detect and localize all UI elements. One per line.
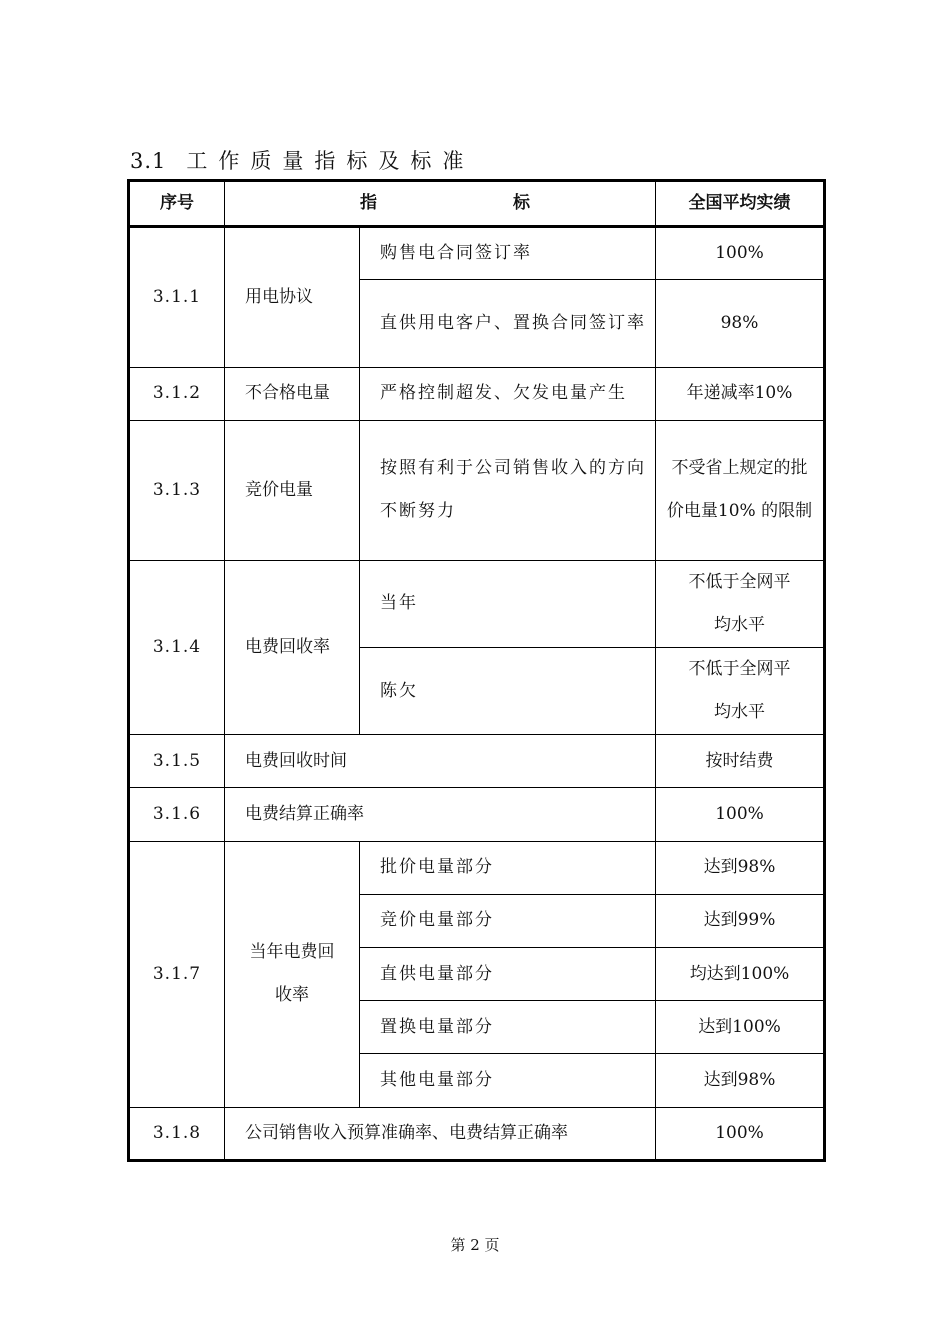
value-cell: 不低于全网平均水平 xyxy=(656,560,825,647)
section-heading: 工作质量指标及标准 xyxy=(186,149,475,173)
category-cell: 不合格电量 xyxy=(225,367,360,420)
value-cell: 达到100% xyxy=(656,1001,825,1054)
seq-cell: 3.1.1 xyxy=(129,227,225,368)
header-indicator-right: 标 xyxy=(513,193,530,214)
indicator-cell: 购售电合同签订率 xyxy=(360,227,656,280)
seq-cell: 3.1.2 xyxy=(129,367,225,420)
seq-cell: 3.1.3 xyxy=(129,420,225,560)
value-cell: 达到98% xyxy=(656,841,825,894)
table-row xyxy=(129,1107,825,1160)
category-cell: 电费回收率 xyxy=(225,560,360,735)
seq-cell: 3.1.5 xyxy=(129,735,225,788)
section-number: 3.1 xyxy=(130,149,167,173)
table-row xyxy=(129,560,825,647)
value-cell: 达到98% xyxy=(656,1054,825,1107)
value-cell: 年递减率10% xyxy=(656,367,825,420)
indicator-cell: 公司销售收入预算准确率、电费结算正确率 xyxy=(225,1107,656,1160)
value-cell: 不低于全网平均水平 xyxy=(656,647,825,734)
header-indicator-left: 指 xyxy=(360,193,377,214)
value-cell: 100% xyxy=(656,227,825,280)
indicator-cell: 按照有利于公司销售收入的方向不断努力 xyxy=(360,420,656,560)
value-cell: 100% xyxy=(656,1107,825,1160)
table-row xyxy=(129,841,825,894)
value-cell: 按时结费 xyxy=(656,735,825,788)
table-row xyxy=(129,735,825,788)
indicator-cell: 批价电量部分 xyxy=(360,841,656,894)
value-cell: 98% xyxy=(656,280,825,367)
value-cell: 100% xyxy=(656,788,825,841)
indicator-cell: 其他电量部分 xyxy=(360,1054,656,1107)
indicator-cell: 当年 xyxy=(360,560,656,647)
indicator-cell: 直供用电客户、置换合同签订率 xyxy=(360,280,656,367)
value-cell: 不受省上规定的批价电量10% 的限制 xyxy=(656,420,825,560)
indicator-cell: 电费回收时间 xyxy=(225,735,656,788)
indicator-cell: 直供电量部分 xyxy=(360,948,656,1001)
page-footer: 第 2 页 xyxy=(450,1236,500,1254)
section-title xyxy=(130,145,474,175)
seq-cell: 3.1.7 xyxy=(129,841,225,1107)
indicator-cell: 置换电量部分 xyxy=(360,1001,656,1054)
table-header-row xyxy=(129,181,825,227)
indicator-cell: 竞价电量部分 xyxy=(360,894,656,947)
header-national: 全国平均实绩 xyxy=(656,181,825,227)
value-cell: 达到99% xyxy=(656,894,825,947)
seq-cell: 3.1.8 xyxy=(129,1107,225,1160)
table-row xyxy=(129,420,825,560)
indicator-cell: 严格控制超发、欠发电量产生 xyxy=(360,367,656,420)
indicator-cell: 电费结算正确率 xyxy=(225,788,656,841)
indicator-table xyxy=(127,179,826,1162)
table-row xyxy=(129,788,825,841)
value-cell: 均达到100% xyxy=(656,948,825,1001)
seq-cell: 3.1.6 xyxy=(129,788,225,841)
category-cell: 竞价电量 xyxy=(225,420,360,560)
header-seq: 序号 xyxy=(129,181,225,227)
category-cell: 用电协议 xyxy=(225,227,360,368)
header-indicator xyxy=(225,181,656,227)
category-cell: 当年电费回收率 xyxy=(225,841,360,1107)
table-row xyxy=(129,227,825,280)
seq-cell: 3.1.4 xyxy=(129,560,225,735)
table-row xyxy=(129,367,825,420)
indicator-cell: 陈欠 xyxy=(360,647,656,734)
